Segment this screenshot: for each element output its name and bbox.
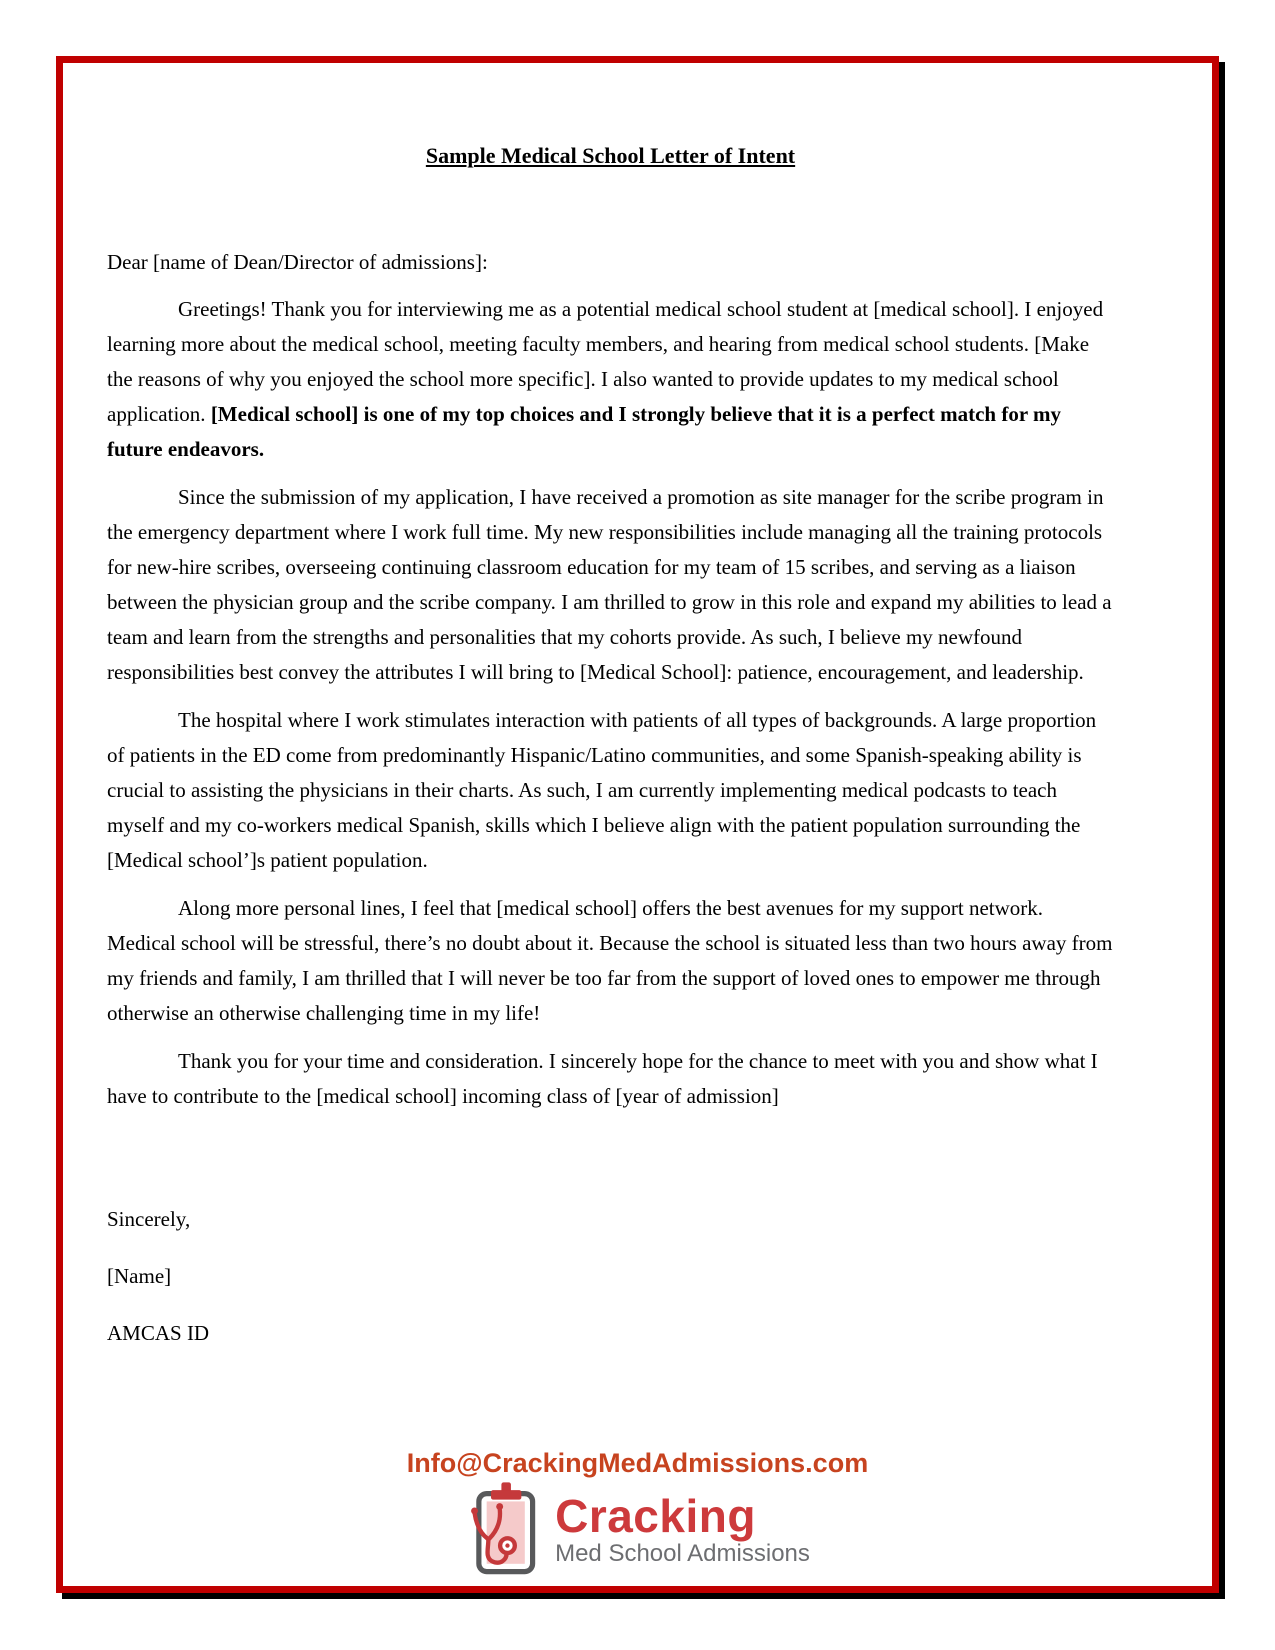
paragraph-greetings — [107, 292, 1114, 467]
brand-logo — [63, 1480, 1212, 1580]
salutation: Dear [name of Dean/Director of admissions]: — [107, 250, 488, 274]
brand-name: Cracking — [555, 1490, 756, 1542]
footer — [63, 1448, 1212, 1580]
paragraph-hospital-experience: The hospital where I work stimulates interaction with patients of all types of backgrounds. A large proportion of patients in the ED come from predominantly Hispanic/Latino communities, and some Spanish-speaking ability is crucial to assisting the physicians in their charts. As such, I am currently implementing medical podcasts to teach myself and my co-workers medical Spanish, skills which I believe align with the patient population surrounding the [Medical school’]s patient population. — [107, 708, 1097, 872]
paragraph-application-update: Since the submission of my application, I have received a promotion as site manager for the scribe program in the emergency department where I work full time. My new responsibilities include managing all the training protocols for new-hire scribes, overseeing continuing classroom education for my team of 15 scribes, and serving as a liaison between the physician group and the scribe company. I am thrilled to grow in this role and expand my abilities to lead a team and learn from the strengths and personalities that my cohorts provide. As such, I believe my newfound responsibilities best convey the attributes I will bring to [Medical School]: patience, encouragement, and leadership. — [107, 485, 1112, 684]
closing-valediction: Sincerely, — [107, 1207, 191, 1231]
page-title: Sample Medical School Letter of Intent — [425, 143, 796, 168]
letter-body — [63, 63, 1212, 1351]
closing-name-placeholder: [Name] — [107, 1264, 172, 1288]
paragraph-thank-you: Thank you for your time and consideration. I sincerely hope for the chance to meet with you and show what I have to contribute to the [medical school] incoming class of [year of admission] — [107, 1049, 1098, 1108]
paragraph-greetings-bold-emphasis: [Medical school] is one of my top choices and I strongly believe that it is a perfect match for my future endeavors. — [107, 402, 1062, 461]
paragraph-greetings-text: Greetings! Thank you for interviewing me as a potential medical school student at [medical school]. I enjoyed learning more about the medical school, meeting faculty members, and hearing from medical school students. [Make the reasons of why you enjoyed the school more specific]. I also wanted to provide updates to my medical school application. — [107, 297, 1104, 426]
closing-amcas-id: AMCAS ID — [107, 1321, 210, 1345]
paragraph-personal-support: Along more personal lines, I feel that [medical school] offers the best avenues for my support network. Medical school will be stressful, there’s no doubt about it. Because the school is situated less than two hours away from my friends and family, I am thrilled that I will never be too far from the support of loved ones to empower me through otherwise an otherwise challenging time in my life! — [107, 896, 1113, 1025]
clipboard-stethoscope-icon — [465, 1480, 543, 1580]
brand-text — [555, 1490, 810, 1567]
brand-tagline: Med School Admissions — [555, 1540, 810, 1567]
page-border-frame — [56, 56, 1219, 1593]
contact-email-link[interactable]: Info@CrackingMedAdmissions.com — [406, 1448, 869, 1478]
